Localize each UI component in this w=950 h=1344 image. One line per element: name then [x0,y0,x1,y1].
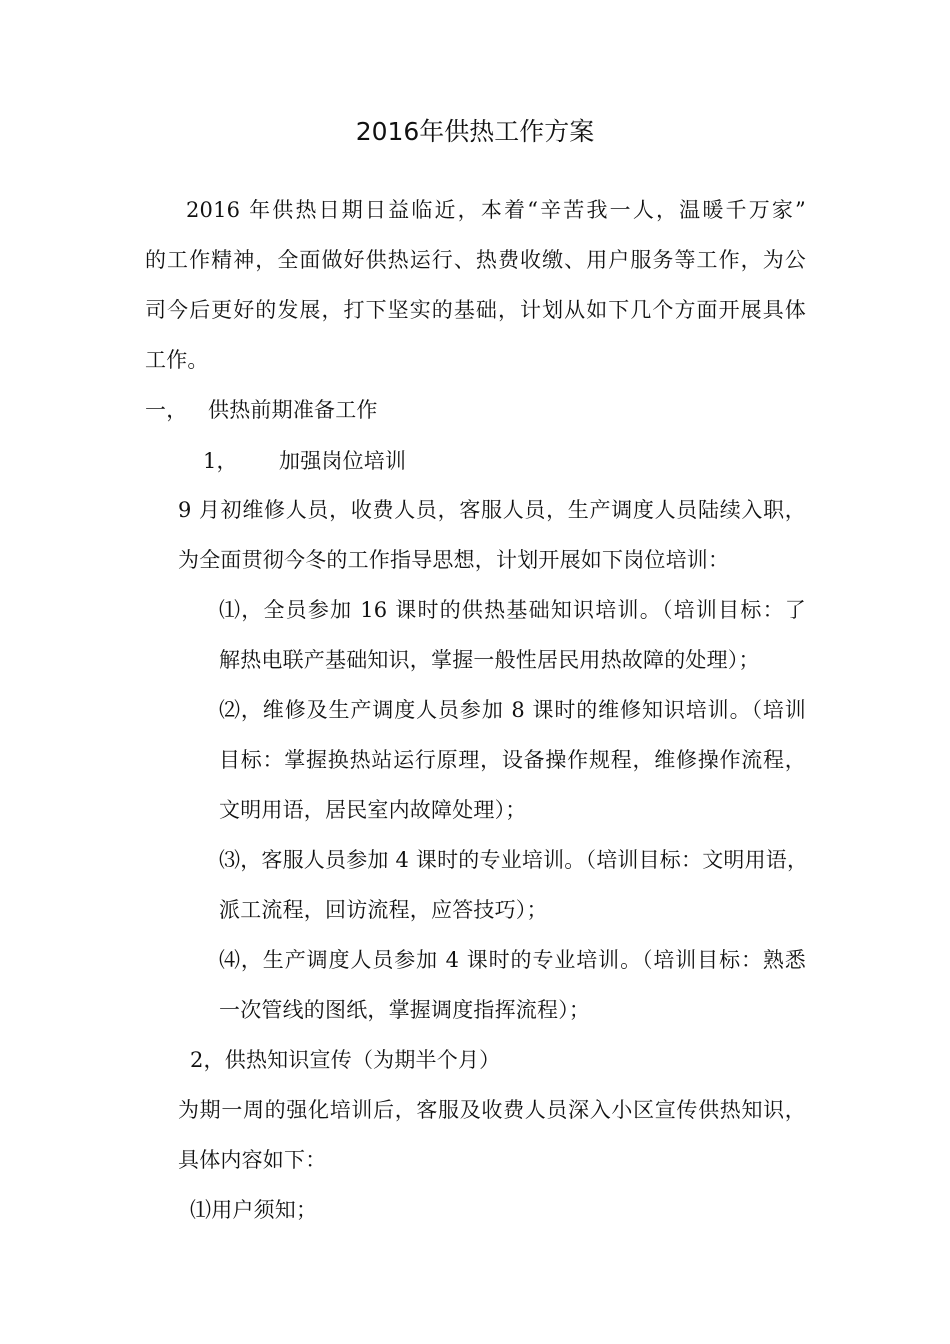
paragraph-line: 司今后更好的发展，打下坚实的基础，计划从如下几个方面开展具体 [145,298,806,322]
list-item-line: ⑴用户须知； [190,1198,318,1222]
paragraph-line: 的工作精神，全面做好供热运行、热费收缴、用户服务等工作，为公 [145,248,806,272]
list-item-line: ⑶，客服人员参加 4 课时的专业培训。（培训目标：文明用语， [219,848,809,872]
list-item-line: 派工流程，回访流程，应答技巧）； [219,898,548,922]
list-item-line: 文明用语，居民室内故障处理）； [219,798,527,822]
paragraph-line: 工作。 [145,348,209,372]
paragraph-line: 9 月初维修人员，收费人员，客服人员，生产调度人员陆续入职， [178,498,806,522]
list-item-line: 一次管线的图纸，掌握调度指挥流程）； [219,998,591,1022]
subsection-heading: 1， 加强岗位培训 [203,449,407,473]
paragraph-line: 2016 年供热日期日益临近，本着“辛苦我一人，温暖千万家” [186,198,806,222]
list-item-line: 目标：掌握换热站运行原理，设备操作规程，维修操作流程， [219,748,806,772]
paragraph-line: 为全面贯彻今冬的工作指导思想，计划开展如下岗位培训： [178,548,730,572]
list-item-line: ⑴，全员参加 16 课时的供热基础知识培训。（培训目标：了 [219,598,806,622]
list-item-line: ⑵，维修及生产调度人员参加 8 课时的维修知识培训。（培训 [219,698,806,722]
subsection-heading: 2，供热知识宣传（为期半个月） [190,1048,501,1072]
paragraph-line: 具体内容如下： [178,1148,327,1172]
section-heading: 一， 供热前期准备工作 [145,398,378,422]
document-title: 2016年供热工作方案 [355,117,595,146]
list-item-line: 解热电联产基础知识，掌握一般性居民用热故障的处理）； [219,648,760,672]
list-item-line: ⑷，生产调度人员参加 4 课时的专业培训。（培训目标：熟悉 [219,948,806,972]
paragraph-line: 为期一周的强化培训后，客服及收费人员深入小区宣传供热知识， [178,1098,806,1122]
